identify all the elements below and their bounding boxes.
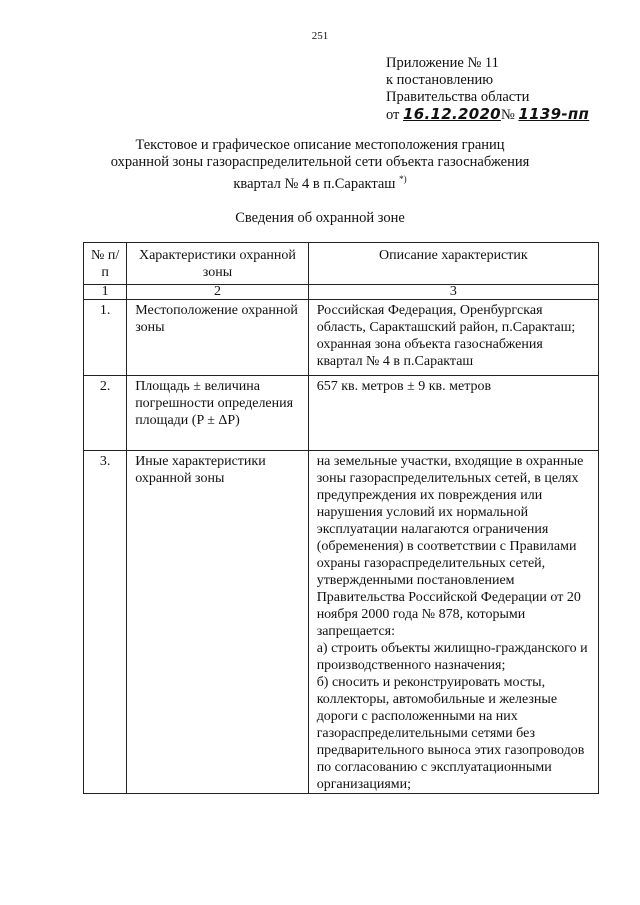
title-line-3 [0, 171, 640, 193]
row-number: 3. [84, 451, 127, 794]
document-title [0, 137, 640, 193]
appendix-line-1: Приложение № 11 [386, 55, 499, 71]
column-number-row [84, 285, 599, 300]
restriction-item-b: б) сносить и реконструировать мосты, коллекторы, автомобильные и железные дороги с расположенными на них газораспределительными сетями без предварительного выноса этих газопроводов по согласованию с эксплуатационными организациями; [316, 675, 585, 792]
title-line-1: Текстовое и графическое описание местоположения границ [135, 137, 505, 153]
appendix-line-3: Правительства области [386, 89, 530, 105]
section-subtitle: Сведения об охранной зоне [235, 210, 405, 226]
title-line-2: охранной зоны газораспределительной сети объекта газоснабжения [110, 154, 530, 170]
table-row [84, 376, 599, 451]
appendix-date-line [386, 106, 589, 124]
row-number: 1. [84, 300, 127, 376]
row-description: на земельные участки, входящие в охранные зоны газораспределительных сетей, в целях предупреждения их повреждения или нарушения условий их нормальной эксплуатации налагаются ограничения (обременения) в соответствии с Правилами охраны газораспределительных сетей, утвержденными постановлением Правительства Российской Федерации от 20 ноября 2000 года № 878, которыми запрещается: [316, 454, 584, 639]
header-description: Описание характеристик [308, 243, 598, 285]
column-number-2: 2 [127, 285, 309, 300]
restriction-item-a: а) строить объекты жилищно-гражданского и производственного назначения; [316, 641, 588, 673]
table-header-row [84, 243, 599, 285]
row-characteristic: Площадь ± величина погрешности определения площади (P ± ΔP) [127, 376, 309, 451]
date-prefix: от [386, 107, 400, 123]
protection-zone-table [83, 242, 599, 794]
handwritten-number: 1139-пп [518, 105, 590, 123]
handwritten-date: 16.12.2020 [403, 105, 501, 123]
row-description: 657 кв. метров ± 9 кв. метров [308, 376, 598, 451]
column-number-1: 1 [84, 285, 127, 300]
table-row [84, 451, 599, 794]
header-characteristic: Характеристики охранной зоны [127, 243, 309, 285]
row-characteristic: Иные характеристики охранной зоны [127, 451, 309, 794]
title-line-3-text: квартал № 4 в п.Саракташ [233, 176, 396, 192]
table-row [84, 300, 599, 376]
footnote-mark: *) [399, 174, 407, 184]
row-description: Российская Федерация, Оренбургская область, Саракташский район, п.Саракташ; охранная зона объекта газоснабжения квартал № 4 в п.Саракташ [308, 300, 598, 376]
appendix-line-2: к постановлению [386, 72, 494, 88]
row-characteristic: Местоположение охранной зоны [127, 300, 309, 376]
appendix-block [386, 55, 589, 124]
column-number-3: 3 [308, 285, 598, 300]
number-prefix: № [500, 107, 515, 123]
page-number: 251 [311, 30, 329, 42]
header-number: № п/п [84, 243, 127, 285]
row-description-block [308, 451, 598, 794]
row-number: 2. [84, 376, 127, 451]
